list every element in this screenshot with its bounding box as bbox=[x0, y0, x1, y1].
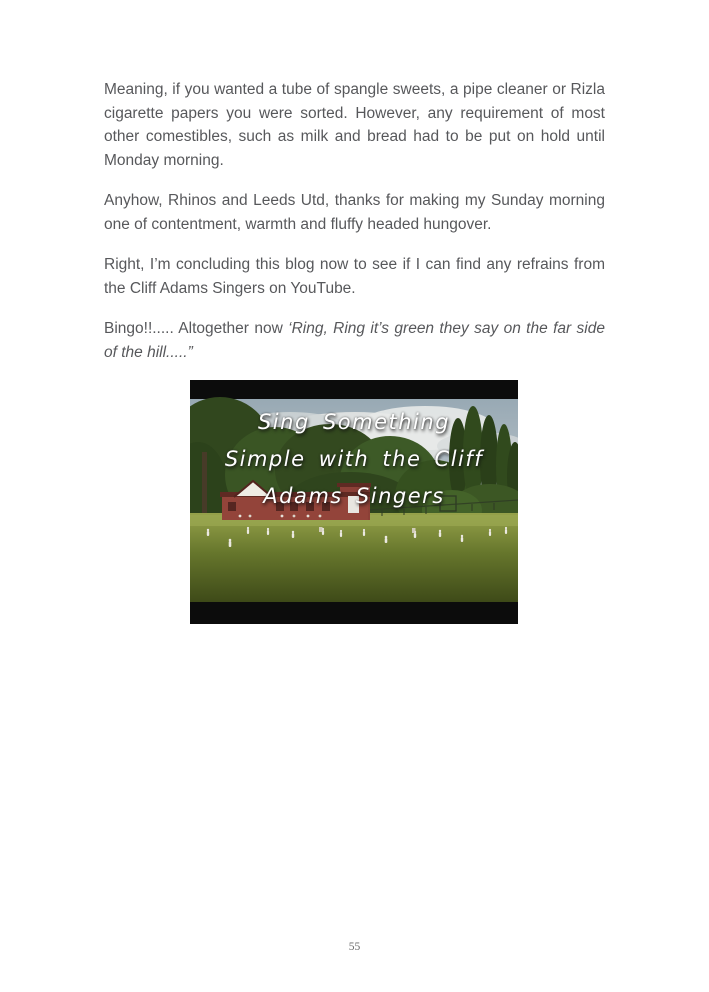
paragraph-3 bbox=[104, 253, 605, 300]
paragraph-4-text: Bingo!!..... Altogether now bbox=[104, 320, 289, 337]
body-text bbox=[104, 78, 605, 381]
paragraph-1-text: Meaning, if you wanted a tube of spangle sweets, a pipe cleaner or Rizla cigarette papers you were sorted. However, any requirement of most other comestibles, such as milk and bread had to be put on hold until Monday morning. bbox=[104, 81, 605, 169]
caption-line-3: Adams Singers bbox=[263, 484, 445, 508]
caption-line-2: Simple with the Cliff bbox=[224, 447, 484, 471]
paragraph-2-text: Anyhow, Rhinos and Leeds Utd, thanks for making my Sunday morning one of contentment, warmth and fluffy headed hungover. bbox=[104, 192, 605, 233]
thumbnail-caption bbox=[190, 404, 518, 515]
paragraph-1 bbox=[104, 78, 605, 172]
paragraph-3-text: Right, I’m concluding this blog now to see if I can find any refrains from the Cliff Adams Singers on YouTube. bbox=[104, 256, 605, 297]
caption-line-1: Sing Something bbox=[257, 410, 451, 434]
paragraph-2 bbox=[104, 189, 605, 236]
page-number: 55 bbox=[348, 941, 361, 953]
paragraph-4 bbox=[104, 317, 605, 364]
quoted-lyric: ‘Ring, Ring it’s green they say on the far side of the hill.....” bbox=[104, 320, 605, 361]
video-thumbnail bbox=[190, 380, 518, 624]
